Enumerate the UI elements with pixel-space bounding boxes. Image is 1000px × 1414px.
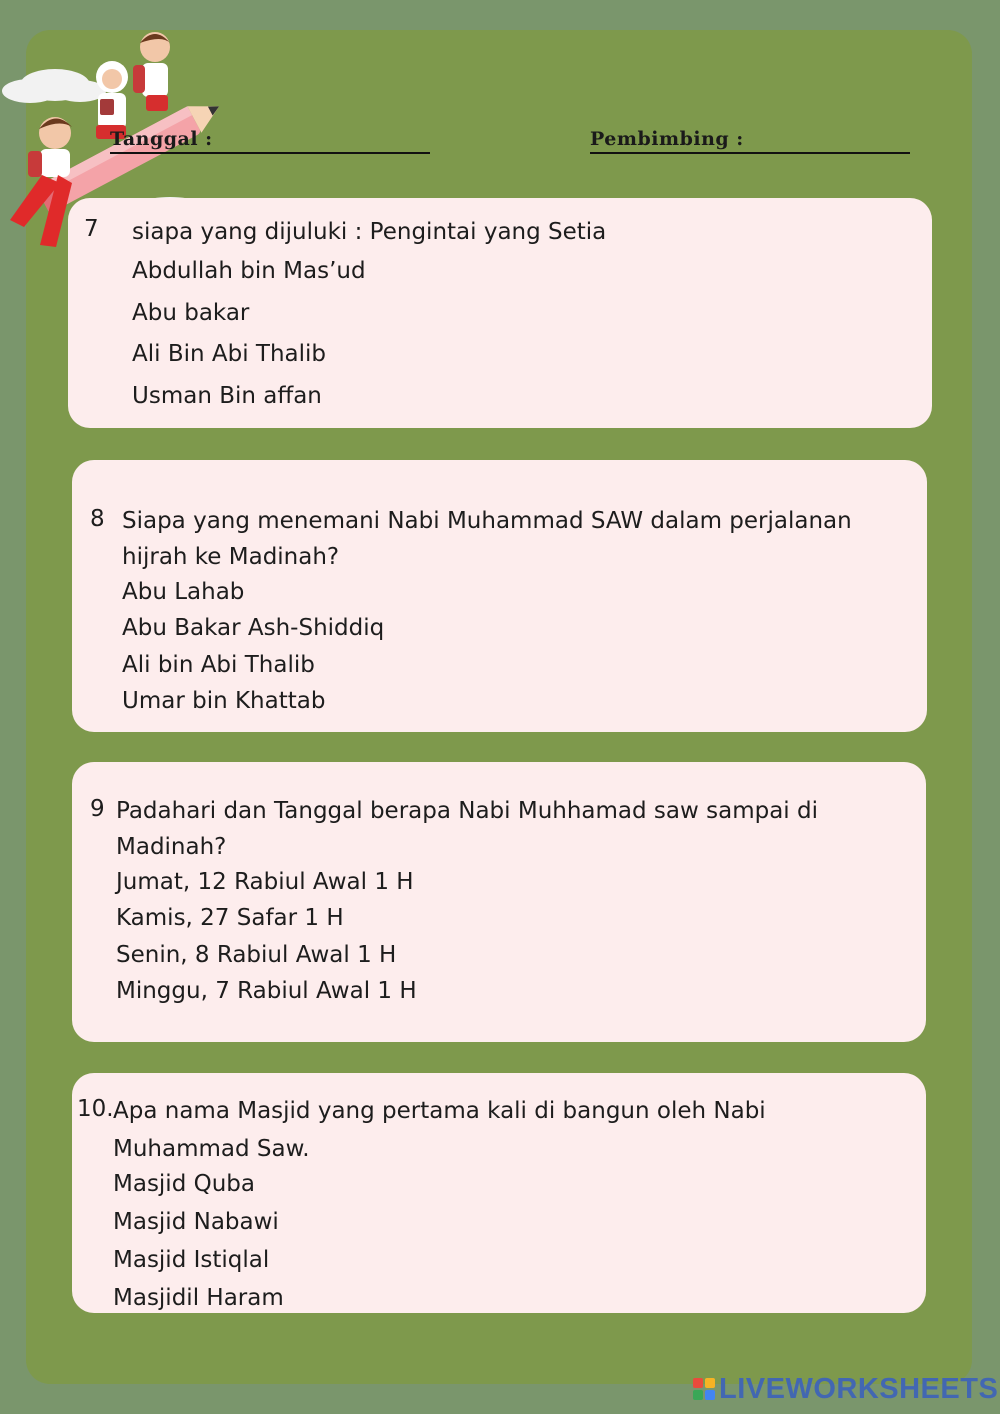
answer-option[interactable]: Umar bin Khattab	[122, 688, 326, 714]
liveworksheets-branding[interactable]	[693, 1372, 998, 1406]
date-label: Tanggal :	[110, 128, 213, 150]
question-number: 9	[90, 796, 105, 822]
question-number: 10.	[77, 1096, 114, 1122]
question-number: 7	[84, 216, 99, 242]
answer-option[interactable]: Minggu, 7 Rabiul Awal 1 H	[116, 978, 417, 1004]
answer-option[interactable]: Abu Lahab	[122, 579, 245, 605]
answer-option[interactable]: Masjidil Haram	[113, 1285, 284, 1311]
answer-option[interactable]: Ali bin Abi Thalib	[122, 652, 315, 678]
answer-option[interactable]: Masjid Nabawi	[113, 1209, 279, 1235]
answer-option[interactable]: Ali Bin Abi Thalib	[132, 341, 327, 367]
question-text: Padahari dan Tanggal berapa Nabi Muhhamad saw sampai di Madinah?	[116, 798, 818, 860]
liveworksheets-logo-icon	[693, 1378, 715, 1400]
question-number: 8	[90, 506, 105, 532]
brand-name: LIVEWORKSHEETS	[719, 1372, 999, 1405]
question-text: siapa yang dijuluki : Pengintai yang Setia	[132, 219, 607, 245]
answer-option[interactable]: Masjid Quba	[113, 1171, 255, 1197]
answer-option[interactable]: Kamis, 27 Safar 1 H	[116, 905, 344, 931]
answer-option[interactable]: Jumat, 12 Rabiul Awal 1 H	[116, 869, 414, 895]
supervisor-input-line[interactable]	[590, 152, 910, 154]
answer-option[interactable]: Senin, 8 Rabiul Awal 1 H	[116, 942, 397, 968]
question-text: Apa nama Masjid yang pertama kali di bangun oleh Nabi Muhammad Saw.	[113, 1098, 766, 1162]
question-text: Siapa yang menemani Nabi Muhammad SAW dalam perjalanan hijrah ke Madinah?	[122, 508, 852, 570]
answer-option[interactable]: Usman Bin affan	[132, 383, 322, 409]
supervisor-label: Pembimbing :	[590, 128, 744, 150]
answer-option[interactable]: Masjid Istiqlal	[113, 1247, 270, 1273]
date-input-line[interactable]	[110, 152, 430, 154]
answer-option[interactable]: Abdullah bin Mas’ud	[132, 258, 366, 284]
answer-option[interactable]: Abu bakar	[132, 300, 250, 326]
answer-option[interactable]: Abu Bakar Ash-Shiddiq	[122, 615, 385, 641]
